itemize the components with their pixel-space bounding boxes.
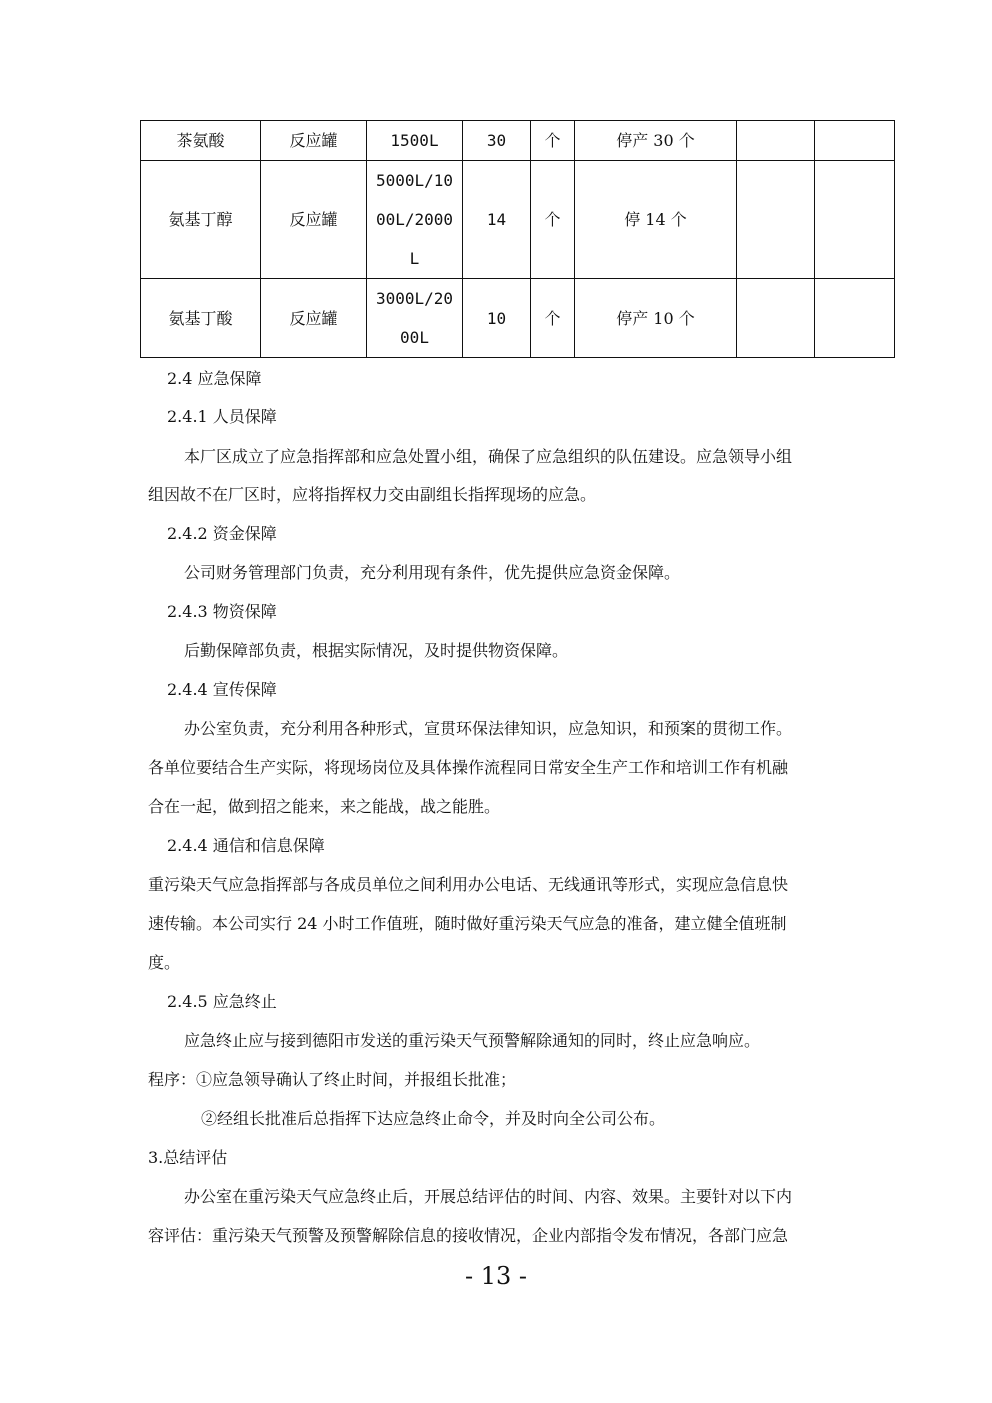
- subsection-heading: 2.4.4 宣传保障: [167, 680, 277, 699]
- measure-cell: 停产 10 个: [575, 279, 737, 358]
- paragraph-line: 重污染天气应急指挥部与各成员单位之间利用办公电话、无线通讯等形式，实现应急信息快: [148, 875, 789, 894]
- paragraph-line: 度。: [148, 953, 181, 972]
- capacity-line: L: [409, 249, 420, 268]
- section-heading: 2.4 应急保障: [167, 369, 262, 388]
- equipment-table: [140, 120, 895, 358]
- product-name-cell: 氨基丁酸: [141, 279, 261, 358]
- unit-cell: 个: [531, 121, 575, 161]
- table-row: [141, 279, 895, 358]
- subsection-heading: 2.4.4 通信和信息保障: [167, 836, 325, 855]
- unit-cell: 个: [531, 279, 575, 358]
- extra-cell: [737, 161, 815, 279]
- paragraph-line: 合在一起，做到招之能来，来之能战，战之能胜。: [148, 797, 501, 816]
- paragraph-line: 公司财务管理部门负责，充分利用现有条件，优先提供应急资金保障。: [184, 563, 681, 582]
- paragraph-line: 后勤保障部负责，根据实际情况，及时提供物资保障。: [184, 641, 569, 660]
- subsection-heading: 2.4.2 资金保障: [167, 524, 277, 543]
- paragraph-line: 各单位要结合生产实际，将现场岗位及具体操作流程同日常安全生产工作和培训工作有机融: [148, 758, 789, 777]
- capacity-cell: [367, 121, 463, 161]
- extra-cell: [737, 279, 815, 358]
- paragraph-line: 组因故不在厂区时，应将指挥权力交由副组长指挥现场的应急。: [148, 485, 597, 504]
- capacity-line: 1500L: [390, 131, 439, 150]
- paragraph-line: 应急终止应与接到德阳市发送的重污染天气预警解除通知的同时，终止应急响应。: [184, 1031, 761, 1050]
- paragraph-line: 办公室负责，充分利用各种形式，宣贯环保法律知识，应急知识，和预案的贯彻工作。: [184, 719, 793, 738]
- paragraph-line: ②经组长批准后总指挥下达应急终止命令，并及时向全公司公布。: [201, 1109, 666, 1128]
- section-heading: 3.总结评估: [148, 1148, 228, 1167]
- capacity-line: 5000L/10: [375, 171, 454, 190]
- page-number: - 13 -: [464, 1262, 527, 1290]
- subsection-heading: 2.4.1 人员保障: [167, 407, 277, 426]
- extra-cell: [815, 161, 895, 279]
- unit-cell: 个: [531, 161, 575, 279]
- capacity-line: 00L/2000: [375, 210, 454, 229]
- paragraph-line: 容评估：重污染天气预警及预警解除信息的接收情况，企业内部指令发布情况，各部门应急: [148, 1226, 789, 1245]
- equipment-cell: 反应罐: [261, 121, 367, 161]
- measure-cell: 停 14 个: [575, 161, 737, 279]
- capacity-line: 3000L/20: [375, 289, 454, 308]
- extra-cell: [815, 121, 895, 161]
- quantity-cell: 10: [463, 279, 531, 358]
- subsection-heading: 2.4.3 物资保障: [167, 602, 277, 621]
- paragraph-line: 办公室在重污染天气应急终止后，开展总结评估的时间、内容、效果。主要针对以下内: [184, 1187, 793, 1206]
- paragraph-line: 本厂区成立了应急指挥部和应急处置小组，确保了应急组织的队伍建设。应急领导小组: [184, 447, 793, 466]
- extra-cell: [737, 121, 815, 161]
- extra-cell: [815, 279, 895, 358]
- paragraph-line: 程序：①应急领导确认了终止时间，并报组长批准；: [148, 1070, 517, 1089]
- table-row: [141, 161, 895, 279]
- table-row: [141, 121, 895, 161]
- quantity-cell: 14: [463, 161, 531, 279]
- measure-cell: 停产 30 个: [575, 121, 737, 161]
- capacity-cell: [367, 279, 463, 358]
- equipment-cell: 反应罐: [261, 279, 367, 358]
- capacity-line: 00L: [400, 328, 429, 347]
- paragraph-line: 速传输。本公司实行 24 小时工作值班，随时做好重污染天气应急的准备，建立健全值班制: [148, 914, 787, 933]
- product-name-cell: 氨基丁醇: [141, 161, 261, 279]
- subsection-heading: 2.4.5 应急终止: [167, 992, 277, 1011]
- quantity-cell: 30: [463, 121, 531, 161]
- product-name-cell: 茶氨酸: [141, 121, 261, 161]
- equipment-cell: 反应罐: [261, 161, 367, 279]
- capacity-cell: [367, 161, 463, 279]
